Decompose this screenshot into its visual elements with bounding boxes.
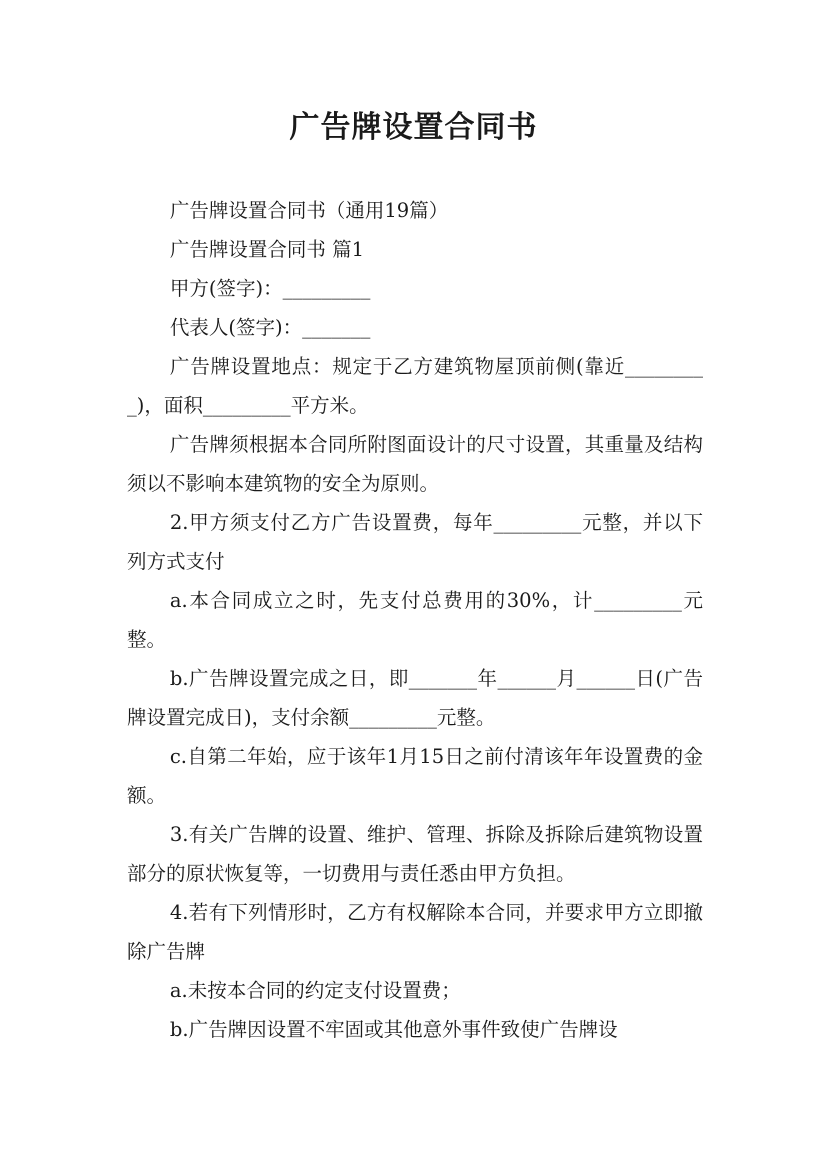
paragraph-subtitle: 广告牌设置合同书（通用19篇） [169,199,449,222]
paragraph-clause-2c: c.自第二年始，应于该年1月15日之前付清该年年设置费的金额。 [127,745,703,807]
document-body [127,191,703,1049]
paragraph-clause-3: 3.有关广告牌的设置、维护、管理、拆除及拆除后建筑物设置部分的原状恢复等，一切费用与责任悉由甲方负担。 [127,823,703,885]
paragraph-chapter-heading: 广告牌设置合同书 篇1 [169,238,364,261]
paragraph-party-a-signature: 甲方(签字)：_________ [169,277,371,300]
paragraph-clause-4: 4.若有下列情形时，乙方有权解除本合同，并要求甲方立即撤除广告牌 [127,901,703,963]
document-title: 广告牌设置合同书 [289,110,538,145]
paragraph-clause-4b: b.广告牌因设置不牢固或其他意外事件致使广告牌设 [169,1018,618,1041]
paragraph-location: 广告牌设置地点：规定于乙方建筑物屋顶前侧(靠近_________)，面积_________平方米。 [127,355,703,417]
paragraph-clause-2b: b.广告牌设置完成之日，即_______年______月______日(广告牌设置完成日)，支付余额_________元整。 [127,667,703,729]
paragraph-clause-2: 2.甲方须支付乙方广告设置费，每年_________元整，并以下列方式支付 [127,511,703,573]
paragraph-clause-4a: a.未按本合同的约定支付设置费； [169,979,461,1002]
paragraph-representative-signature: 代表人(签字)：_______ [169,316,371,339]
paragraph-design-requirements: 广告牌须根据本合同所附图面设计的尺寸设置，其重量及结构须以不影响本建筑物的安全为原则。 [127,433,703,495]
paragraph-clause-2a: a.本合同成立之时，先支付总费用的30%，计_________元整。 [127,589,703,651]
